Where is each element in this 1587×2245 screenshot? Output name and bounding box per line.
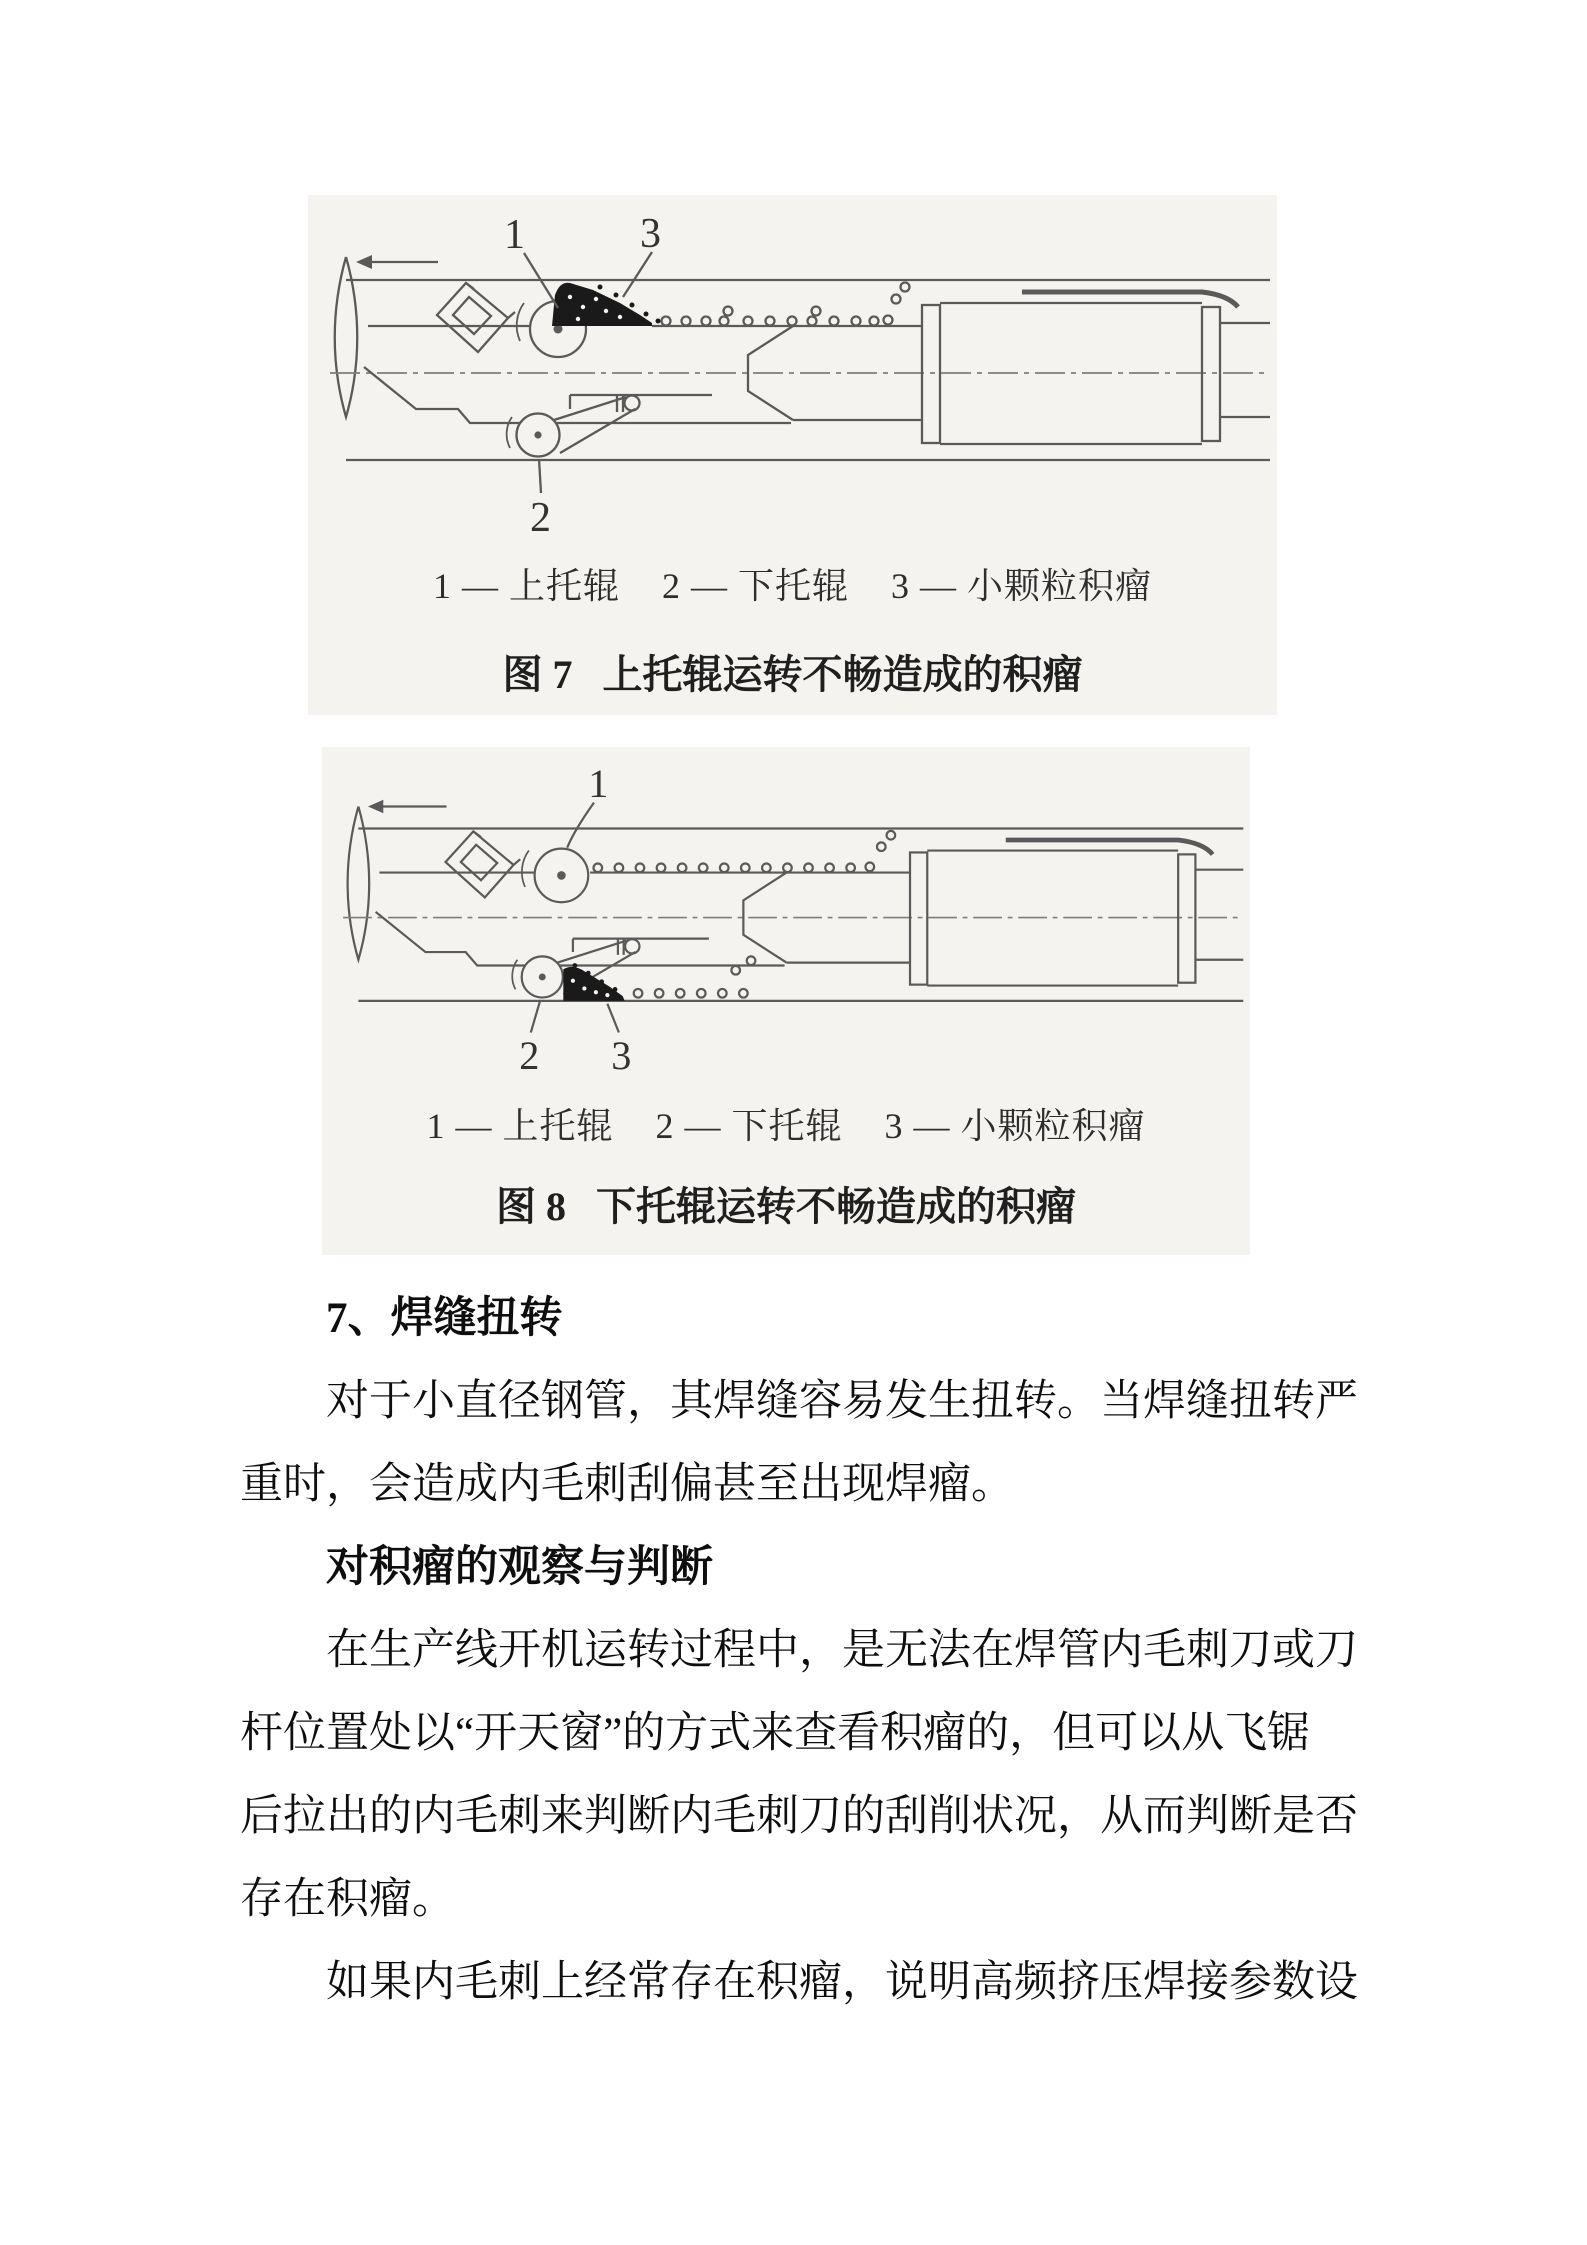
cylinder-strip <box>1006 840 1213 854</box>
figure7-legend <box>308 558 1277 609</box>
fig7-label-3: 3 <box>640 211 661 257</box>
leader-1 <box>567 803 594 848</box>
legend-item: 3 — 小颗粒积瘤 <box>884 1106 1146 1146</box>
figure-title: 上托辊运转不畅造成的积瘤 <box>602 652 1083 697</box>
cutter-block <box>437 283 508 352</box>
fig7-label-1: 1 <box>504 212 525 258</box>
leader-3 <box>607 1004 618 1033</box>
fig7-label-2: 2 <box>530 495 551 541</box>
fig8-label-2: 2 <box>519 1032 540 1078</box>
paragraph-line: 在生产线开机运转过程中，是无法在焊管内毛刺刀或刀 <box>326 1627 1358 1674</box>
leader-2 <box>539 459 541 493</box>
figure-number: 图 8 <box>496 1184 566 1229</box>
legend-item: 3 — 小颗粒积瘤 <box>891 566 1153 606</box>
paragraph-line: 杆位置处以“开天窗”的方式来查看积瘤的，但可以从飞锯 <box>240 1710 1311 1757</box>
legend-item: 2 — 下托辊 <box>655 1106 843 1146</box>
figure8-caption <box>322 1175 1250 1232</box>
fig8-label-1: 1 <box>588 760 609 806</box>
accumulation-blob <box>552 283 661 326</box>
legend-item: 1 — 上托辊 <box>426 1106 614 1146</box>
leader-3 <box>623 252 652 297</box>
section-heading: 7、焊缝扭转 <box>326 1295 563 1342</box>
figure-number: 图 7 <box>502 652 573 697</box>
cylinder-strip <box>1022 292 1238 307</box>
paragraph-line: 如果内毛刺上经常存在积瘤，说明高频挤压焊接参数设 <box>326 1959 1358 2006</box>
legend-item: 1 — 上托辊 <box>432 566 620 606</box>
chip-trail-bottom <box>634 956 756 997</box>
chip-trail <box>662 283 910 326</box>
figure7-drawing <box>308 195 1277 555</box>
cylinder-right-cap <box>1178 854 1195 982</box>
figure8-legend <box>322 1098 1250 1149</box>
cutter-block <box>446 831 514 897</box>
figure7-panel <box>308 195 1277 715</box>
paragraph-line: 存在积瘤。 <box>240 1876 455 1923</box>
cylinder-right-cap <box>1202 307 1220 441</box>
cylinder-left-cap <box>910 852 927 984</box>
figure7-caption <box>308 643 1277 700</box>
figure8-panel <box>322 747 1250 1255</box>
paragraph-line: 重时，会造成内毛刺刮偏甚至出现焊瘤。 <box>240 1461 1014 1508</box>
fig8-label-3: 3 <box>611 1032 632 1078</box>
body-text <box>240 1277 1420 2024</box>
paragraph-line: 后拉出的内毛刺来判断内毛刺刀的刮削状况，从而判断是否 <box>240 1793 1358 1840</box>
section-heading: 对积瘤的观察与判断 <box>326 1544 713 1591</box>
figure-title: 下托辊运转不畅造成的积瘤 <box>596 1184 1076 1229</box>
legend-item: 2 — 下托辊 <box>661 566 849 606</box>
chip-trail-top <box>594 831 896 872</box>
paragraph-line: 对于小直径钢管，其焊缝容易发生扭转。当焊缝扭转严 <box>326 1378 1358 1425</box>
cylinder-left-cap <box>922 305 940 443</box>
leader-2 <box>531 1000 541 1033</box>
figure8-drawing <box>322 747 1250 1092</box>
